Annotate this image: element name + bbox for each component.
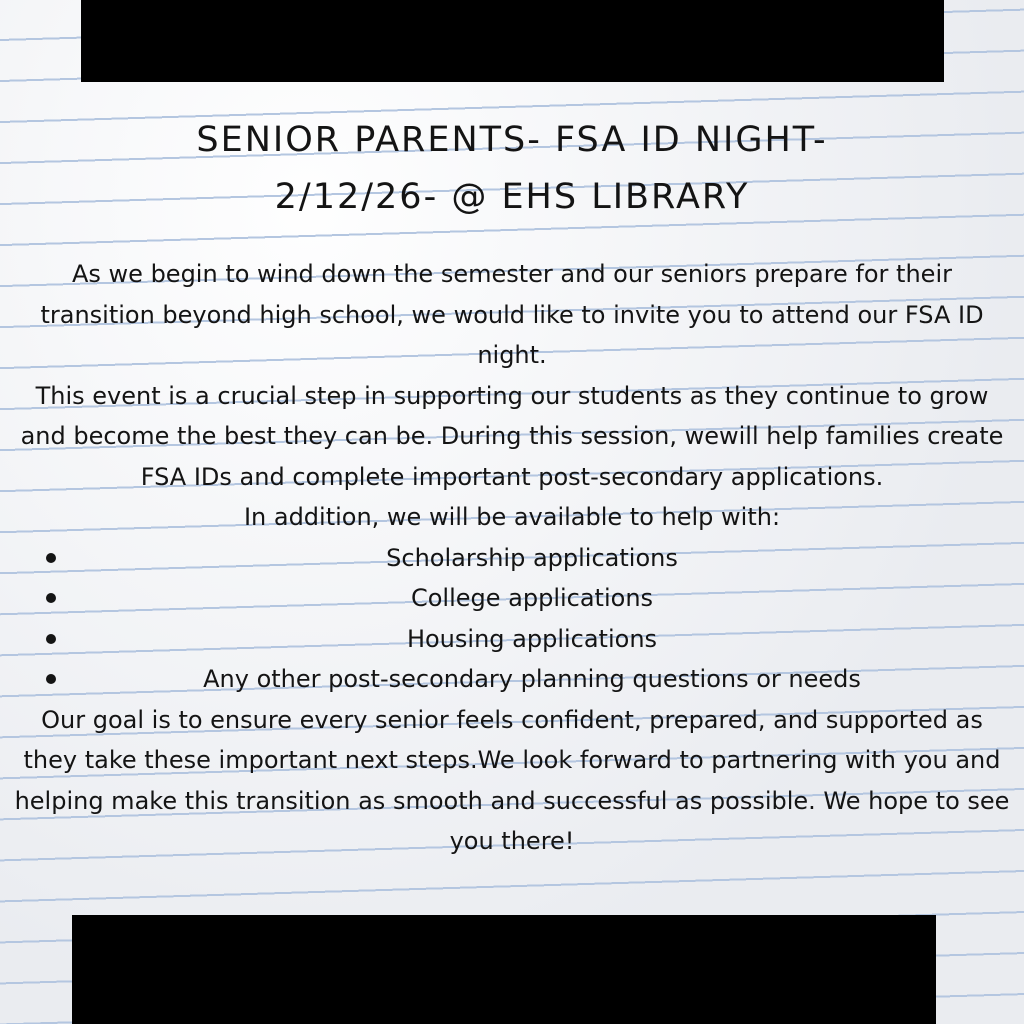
bullet-icon [46, 553, 56, 563]
intro-paragraph: As we begin to wind down the semester and our seniors prepare for their transition beyond high school, we would like to invite you to attend our FSA ID night. [40, 260, 984, 369]
closing-paragraph: Our goal is to ensure every senior feels confident, prepared, and supported as they take these important next steps.We look forward to partnering with you and helping make this transition as smooth and successful as possible. We hope to see you there! [14, 705, 1010, 855]
addition-intro: In addition, we will be available to help with: [243, 503, 781, 531]
list-item [12, 578, 1012, 619]
event-paragraph: This event is a crucial step in supporting our students as they continue to grow and become the best they can be. During this session, wewill help families create FSA IDs and complete important post-secondary applications. [20, 381, 1004, 491]
list-item-text: Scholarship applications [386, 543, 678, 572]
bullet-icon [46, 674, 56, 684]
list-item [12, 538, 1012, 579]
flyer-body [12, 254, 1012, 862]
title-line-1: SENIOR PARENTS- FSA ID NIGHT- [196, 120, 828, 160]
bullet-icon [46, 593, 56, 603]
list-item-text: Any other post-secondary planning questions or needs [203, 665, 861, 693]
page-title [100, 112, 924, 226]
help-list [12, 538, 1012, 700]
top-redaction-bar [81, 0, 944, 82]
list-item-text: Housing applications [406, 624, 658, 653]
list-item-text: College applications [410, 584, 654, 612]
bullet-icon [46, 634, 56, 644]
list-item [12, 619, 1012, 660]
title-line-2: 2/12/26- @ EHS LIBRARY [274, 177, 750, 217]
bottom-redaction-bar [72, 915, 936, 1024]
list-item [12, 659, 1012, 700]
